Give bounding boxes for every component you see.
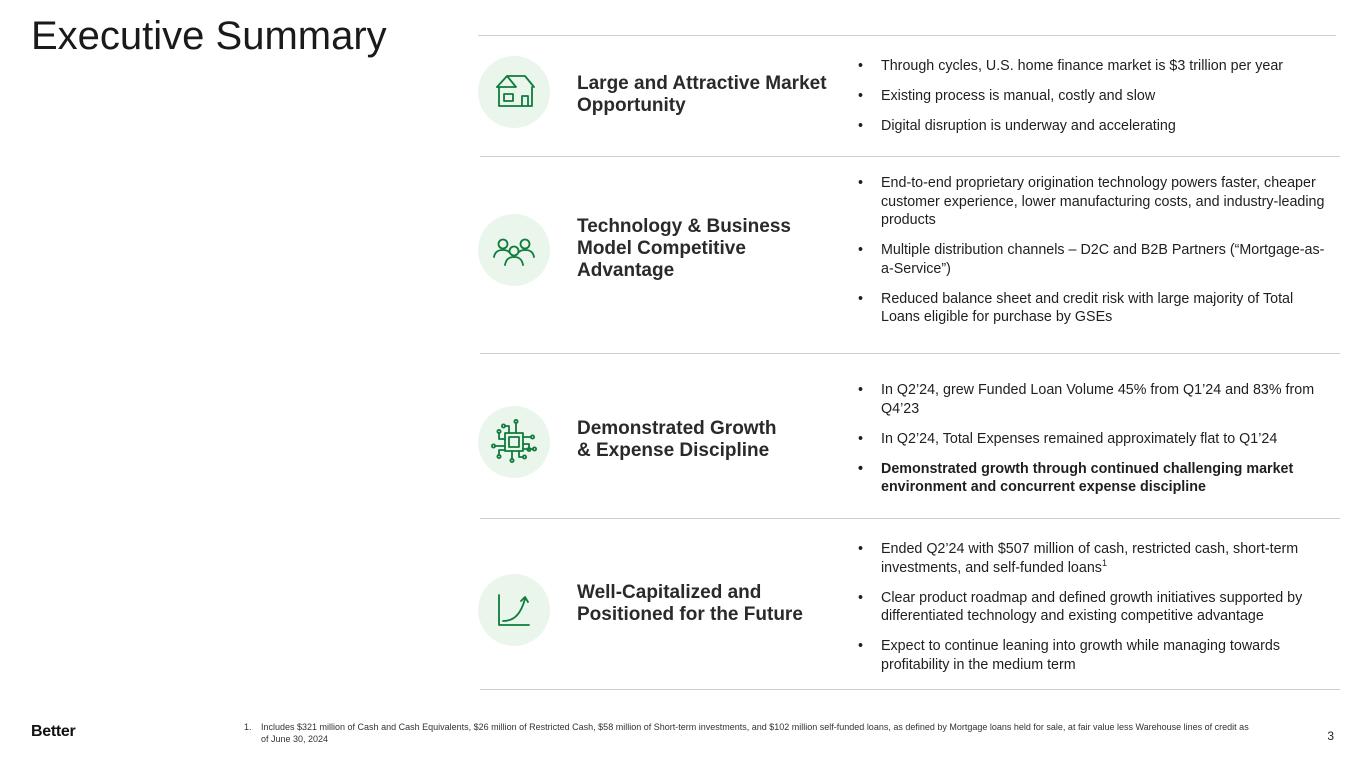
bullet-item: • Reduced balance sheet and credit risk with large majority of Total Loans eligible for purchase by GSEs (858, 290, 1336, 327)
bullet-list (858, 174, 1336, 338)
bullet-list (858, 57, 1336, 147)
footnote-number: 1. (244, 722, 252, 732)
section-title: Demonstrated Growth & Expense Discipline (577, 418, 777, 461)
bullet-item: • End-to-end proprietary origination technology powers faster, cheaper customer experience, lower manufacturing costs, and industry-leading products (858, 174, 1336, 230)
footnote-marker: 1 (1101, 557, 1107, 568)
people-group-icon (478, 214, 550, 286)
bullet-item: • Multiple distribution channels – D2C and B2B Partners (“Mortgage-as-a-Service”) (858, 241, 1336, 278)
bullet-item: • Existing process is manual, costly and slow (858, 87, 1336, 106)
footnote (244, 722, 1254, 745)
bullet-item: • In Q2’24, grew Funded Loan Volume 45% from Q1’24 and 83% from Q4’23 (858, 381, 1336, 418)
bullet-list (858, 381, 1336, 508)
house-icon (478, 56, 550, 128)
divider (480, 689, 1340, 690)
section-title: Large and Attractive Market Opportunity (577, 73, 827, 116)
bullet-item (858, 540, 1336, 577)
bullet-item: • Through cycles, U.S. home finance market is $3 trillion per year (858, 57, 1336, 76)
section-technology-advantage (478, 173, 1340, 353)
page-number: 3 (1327, 729, 1334, 743)
bullet-text: Ended Q2’24 with $507 million of cash, restricted cash, short-term investments, and self-funded loans (881, 541, 1299, 576)
footnote-text: Includes $321 million of Cash and Cash Equivalents, $26 million of Restricted Cash, $58 million of Short-term investments, and $102 million self-funded loans, as defined by Mortgage loans held for sale, at fair value less Warehouse lines of credit as of June 30, 2024 (261, 722, 1249, 744)
growth-curve-icon (478, 574, 550, 646)
divider (480, 156, 1340, 157)
divider (480, 353, 1340, 354)
bullet-list (858, 540, 1336, 686)
section-growth-discipline (478, 380, 1340, 518)
section-title: Well-Capitalized and Positioned for the Future (577, 582, 803, 625)
section-title: Technology & Business Model Competitive Advantage (577, 216, 791, 281)
bullet-item: • Expect to continue leaning into growth while managing towards profitability in the medium term (858, 637, 1336, 674)
bullet-item: • Clear product roadmap and defined growth initiatives supported by differentiated technology and existing competitive advantage (858, 589, 1336, 626)
better-logo: Better (31, 723, 76, 740)
divider (480, 518, 1340, 519)
section-market-opportunity (478, 56, 1340, 156)
bullet-item: • Demonstrated growth through continued challenging market environment and concurrent expense discipline (858, 460, 1336, 497)
page-title: Executive Summary (31, 14, 387, 58)
bullet-item: • In Q2’24, Total Expenses remained approximately flat to Q1’24 (858, 430, 1336, 449)
divider (478, 35, 1336, 36)
section-well-capitalized (478, 540, 1340, 689)
bullet-item: • Digital disruption is underway and accelerating (858, 117, 1336, 136)
circuit-chip-icon (478, 406, 550, 478)
